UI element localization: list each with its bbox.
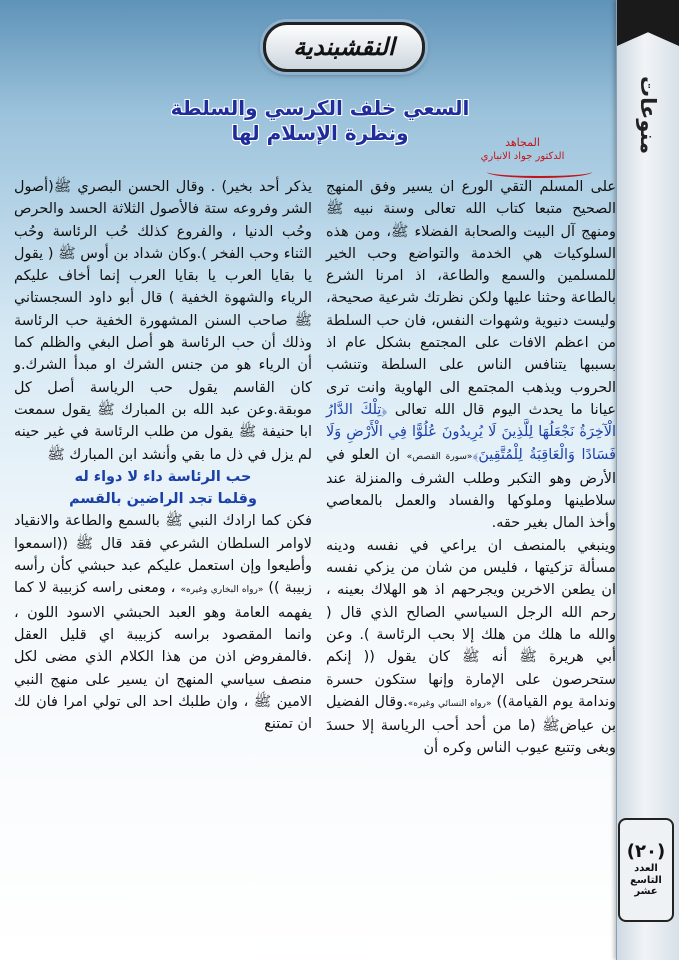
- article-title-line2: ونظرة الإسلام لها: [231, 121, 409, 145]
- paragraph-text: وينبغي بالمنصف ان يراعي في نفسه ودينه مسألة تزكيتها ، فليس من شان من يزكي نفسه ان يطعن الاخرين ويجرحهم اذ هو الهلاك بعينه ، رحم الله الرجل السياسي الصالح الذي قال ( والله ما هلك من هلك إلا بحب الرئاسة ). وعن أبي هريرة ﷺ أنه ﷺ كان يقول (( إنكم ستحرصون على الإمارة وإنها ستكون حسرة وندامة يوم القيامة)): [326, 537, 616, 710]
- paragraph: [326, 535, 616, 760]
- paragraph-text: على المسلم التقي الورع ان يسير وفق المنهج الصحيح متبعا كتاب الله تعالى وسنة نبيه ﷺ ومنهج آل البيت والصحابة الفضلاء ﷺ، ومن هذه السلوكيات هي الخدمة والتواضع وحب الخير للمسلمين والسمع والطاعة، اذ امرنا الشرع بالطاعة وحثنا عليها ولكن نظرتك شرعية صحيحة، وليست دنيوية وشهوات النفس، فان حب السلطة من اعظم الافات على المجتمع بشكل عام اذ بسببها يتنافس الناس على السلطة وتنشب الحروب ويذهب المجتمع الى الهاوية وانت ترى عيانا ما يحدث اليوم قال الله تعالى: [326, 179, 616, 418]
- hadith-reference-text: رواه البخاري وغيره: [185, 585, 258, 596]
- paragraph-text: ، ومعنى راسه كزبيبة لا كما يفهمه العامة وهو العبد الحبشي الاسود اللون ، وانما المقصود براسه كزبيبة اي قليل العقل .فالمفروض اذن من هذا الكلام الذي مضى لكل منصف سياسي المنهج ان يسير على منهج النبي الامين ﷺ ، وان طلبك احد الى تولي امرا فان لك ان تمتنع: [14, 580, 312, 733]
- hadith-reference: «رواه البخاري وغيره»: [180, 585, 264, 596]
- magazine-logo-text: النقشبندية: [293, 33, 395, 61]
- poem-line-2: وقلما تجد الراضين بالقسم: [69, 491, 257, 508]
- author-block: [440, 136, 605, 164]
- side-arrow-decoration: [617, 0, 679, 46]
- verse-reference-text: سورة القصص: [412, 451, 467, 462]
- verse-reference: «سورة القصص»: [406, 451, 473, 462]
- article-title-line1: السعي خلف الكرسي والسلطة: [170, 96, 470, 120]
- issue-badge: [618, 818, 674, 922]
- issue-label: العدد: [634, 863, 658, 875]
- poem-line-1: حب الرئاسة داء لا دواء له: [74, 468, 252, 485]
- article-column-right: [326, 176, 616, 760]
- hadith-reference-text: رواه النسائي وغيره: [413, 698, 486, 709]
- magazine-logo: [263, 22, 425, 72]
- quran-verse: ﴿تِلْكَ الدَّارُ الْآخِرَةُ نَجْعَلُهَا لِلَّذِينَ لَا يُرِيدُونَ عُلُوًّا فِي الْأَرْضِ وَلَا فَسَادًا وَالْعَاقِبَةُ لِلْمُتَّقِينَ﴾: [326, 401, 616, 463]
- paragraph: [14, 510, 312, 735]
- section-label: [623, 60, 673, 170]
- paragraph-text: فكن كما ارادك النبي ﷺ بالسمع والطاعة والانقياد لاوامر السلطان الشرعي فقد قال ﷺ ((اسمعوا وأطيعوا وإن استعمل عليكم عبد حبشي كأن رأسه زبيبة )): [14, 513, 312, 597]
- issue-number: (٢٠): [626, 841, 666, 863]
- hadith-reference: «رواه النسائي وغيره»: [407, 698, 492, 709]
- paragraph-text: ان العلو في الأرض وهو التكبر وطلب الشرف والمنزلة عند سلاطينها وملوكها والفساد والعمل بالمعاصي وأخذ المال بغير حقه.: [326, 446, 616, 532]
- paragraph: [326, 176, 616, 535]
- author-role: المجاهد: [505, 136, 540, 149]
- article-column-left: [14, 176, 312, 735]
- section-label-text: منوعات: [636, 75, 660, 155]
- side-strip: [616, 0, 679, 960]
- issue-words: التاسع عشر: [630, 874, 662, 898]
- author-name: الدكتور جواد الانباري: [480, 151, 565, 162]
- paragraph: يذكر أحد بخير) . وقال الحسن البصري ﷺ(أصول الشر وفروعه ستة فالأصول الثلاثة الحسد والحرص وحُب الدنيا ، والفروع كذلك حُب الرئاسة وحُب الثناء وحب الفخر ).وكان شداد بن أوس ﷺ ( يقول يا بقايا العرب يا بقايا العرب إنما أخاف عليكم الرياء والشهوة الخفية ) قال أبو داود السجستاني ﷺ صاحب السنن المشهورة الخفية حب الرئاسة وذلك أن حب الرئاسة هو أصل البغي والظلم كما أن الرياء هو من جنس الشرك او مبدأ الشرك.و كان القاسم يقول حب الرياسة أصل كل موبقة.وعن عبد الله بن المبارك ﷺ يقول سمعت ابا حنيفة ﷺ يقول من طلب الرئاسة في غير حينه لم يزل في ذل ما بقي وأنشد ابن المبارك ﷺ: [14, 179, 312, 463]
- paragraph-text: .وقال الفضيل بن عياضﷺ (ما من أحد أحب الرياسة إلا حسدَ وبغى وتتبع عيوب الناس وكره أن: [326, 693, 616, 757]
